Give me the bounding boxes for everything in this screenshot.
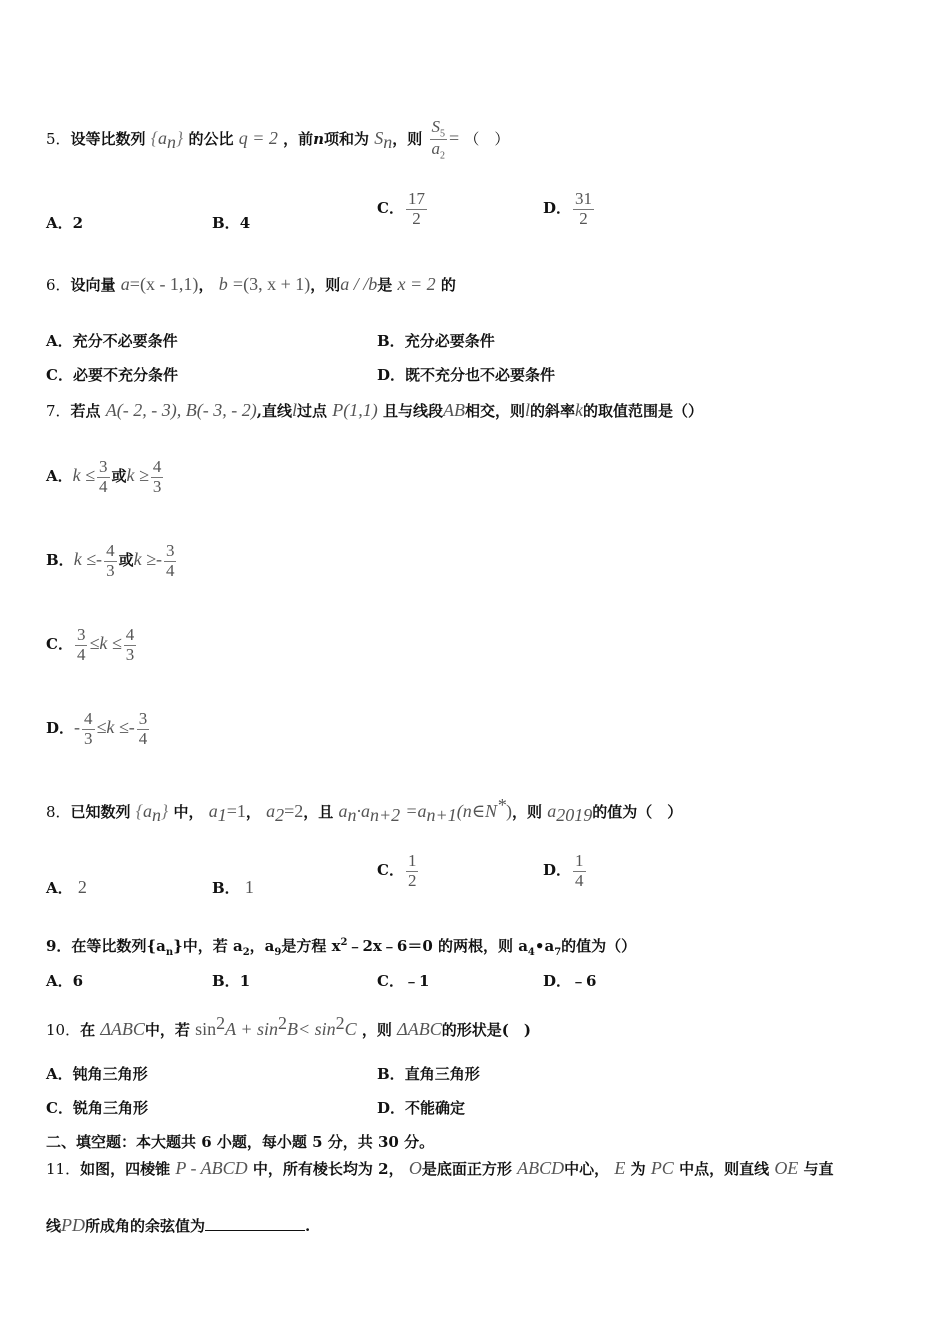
q6-option-b[interactable]: B．充分必要条件 [377, 332, 495, 350]
q9-option-c[interactable]: C．﹣1 [377, 972, 430, 990]
q10-stem: 10．在 ΔABC中，若 $\sin^2A + \sin^2B< \sin^2C$ ，则 ΔABC的形状是( ) [46, 1013, 531, 1039]
q6-option-c[interactable]: C．必要不充分条件 [46, 366, 178, 384]
q7-option-a[interactable]: A．k ≤ $\frac{3}{4}$ 或k ≥ $\frac{4}{3}$ [46, 457, 162, 496]
q8-option-a[interactable]: A． 2 [46, 877, 87, 897]
q11-stem-cont: 线PD所成角的余弦值为 . [46, 1215, 311, 1235]
q7-option-b[interactable]: B．k ≤- $\frac{4}{3}$ 或k ≥- $\frac{3}{4}$ [46, 541, 175, 580]
q9-stem: 9．在等比数列$\{a_n\}$中，若 $a_2$，$a_9$是方程 $x^2﹣2x﹣6=0$ 的两根，则 $a_4•a_7$的值为（） [46, 937, 637, 958]
q5-number: 5． [46, 129, 71, 148]
q8-option-d[interactable]: D． $\frac{1}{4}$ [543, 851, 584, 890]
q5-option-a[interactable]: A．2 [46, 214, 84, 232]
q8-stem: 8．已知数列 $\{a_n\}$ 中， $a_1=1$， $a_2=2$，且 $a_n\cdot a_{n+2}$ $=a_{n+1}(n\in N^*)$，则 $a_{2019}$的值为（ ） [46, 795, 683, 825]
q6-stem: 6．设向量 a=(x - 1,1)， b =(3, x + 1)，则a / /b是 x = 2 的 [46, 274, 456, 294]
q6-option-a[interactable]: A．充分不必要条件 [46, 332, 178, 350]
q10-option-a[interactable]: A．钝角三角形 [46, 1065, 148, 1083]
q5-stem: 5．设等比数列 $\{a_n\}$ 的公比 q = 2 ，前n项和为 $S_n$，则 $\frac{S_5}{a_2}$ = （ ） [46, 117, 510, 162]
q8-option-c[interactable]: C． $\frac{1}{2}$ [377, 851, 417, 890]
section-heading: 二、填空题：本大题共 6 小题，每小题 5 分，共 30 分。 [46, 1133, 435, 1151]
q7-number: 7． [46, 402, 71, 420]
q6-option-d[interactable]: D．既不充分也不必要条件 [377, 366, 556, 384]
q8-number: 8． [46, 803, 71, 821]
q10-option-d[interactable]: D．不能确定 [377, 1099, 466, 1117]
q7-option-c[interactable]: C． $\frac{3}{4}$ ≤k ≤ $\frac{4}{3}$ [46, 625, 135, 664]
q5-option-b[interactable]: B．4 [212, 214, 251, 232]
q9-option-b[interactable]: B．1 [212, 972, 251, 990]
q5-option-d[interactable]: D． $\frac{31}{2}$ [543, 189, 593, 228]
q5-fraction: $\frac{S_5}{a_2}$ [431, 117, 445, 162]
q5-option-c[interactable]: C． $\frac{17}{2}$ [377, 189, 425, 228]
q7-stem: 7．若点 A(- 2, - 3), B(- 3, - 2),直线l过点 P(1,1) 且与线段AB相交，则l的斜率k的取值范围是（） [46, 400, 704, 420]
q11-stem: 11．如图，四棱锥 P - ABCD 中，所有棱长均为 2， O是底面正方形 ABCD中心， E 为 PC 中点，则直线 OE 与直 [46, 1158, 834, 1178]
answer-blank[interactable] [205, 1230, 305, 1231]
q10-option-c[interactable]: C．锐角三角形 [46, 1099, 148, 1117]
q8-option-b[interactable]: B． 1 [212, 877, 254, 897]
q9-option-a[interactable]: A．6 [46, 972, 84, 990]
q10-option-b[interactable]: B．直角三角形 [377, 1065, 480, 1083]
q6-number: 6． [46, 276, 71, 294]
q9-option-d[interactable]: D．﹣6 [543, 972, 597, 990]
q7-option-d[interactable]: D．- $\frac{4}{3}$ ≤k ≤- $\frac{3}{4}$ [46, 709, 148, 748]
